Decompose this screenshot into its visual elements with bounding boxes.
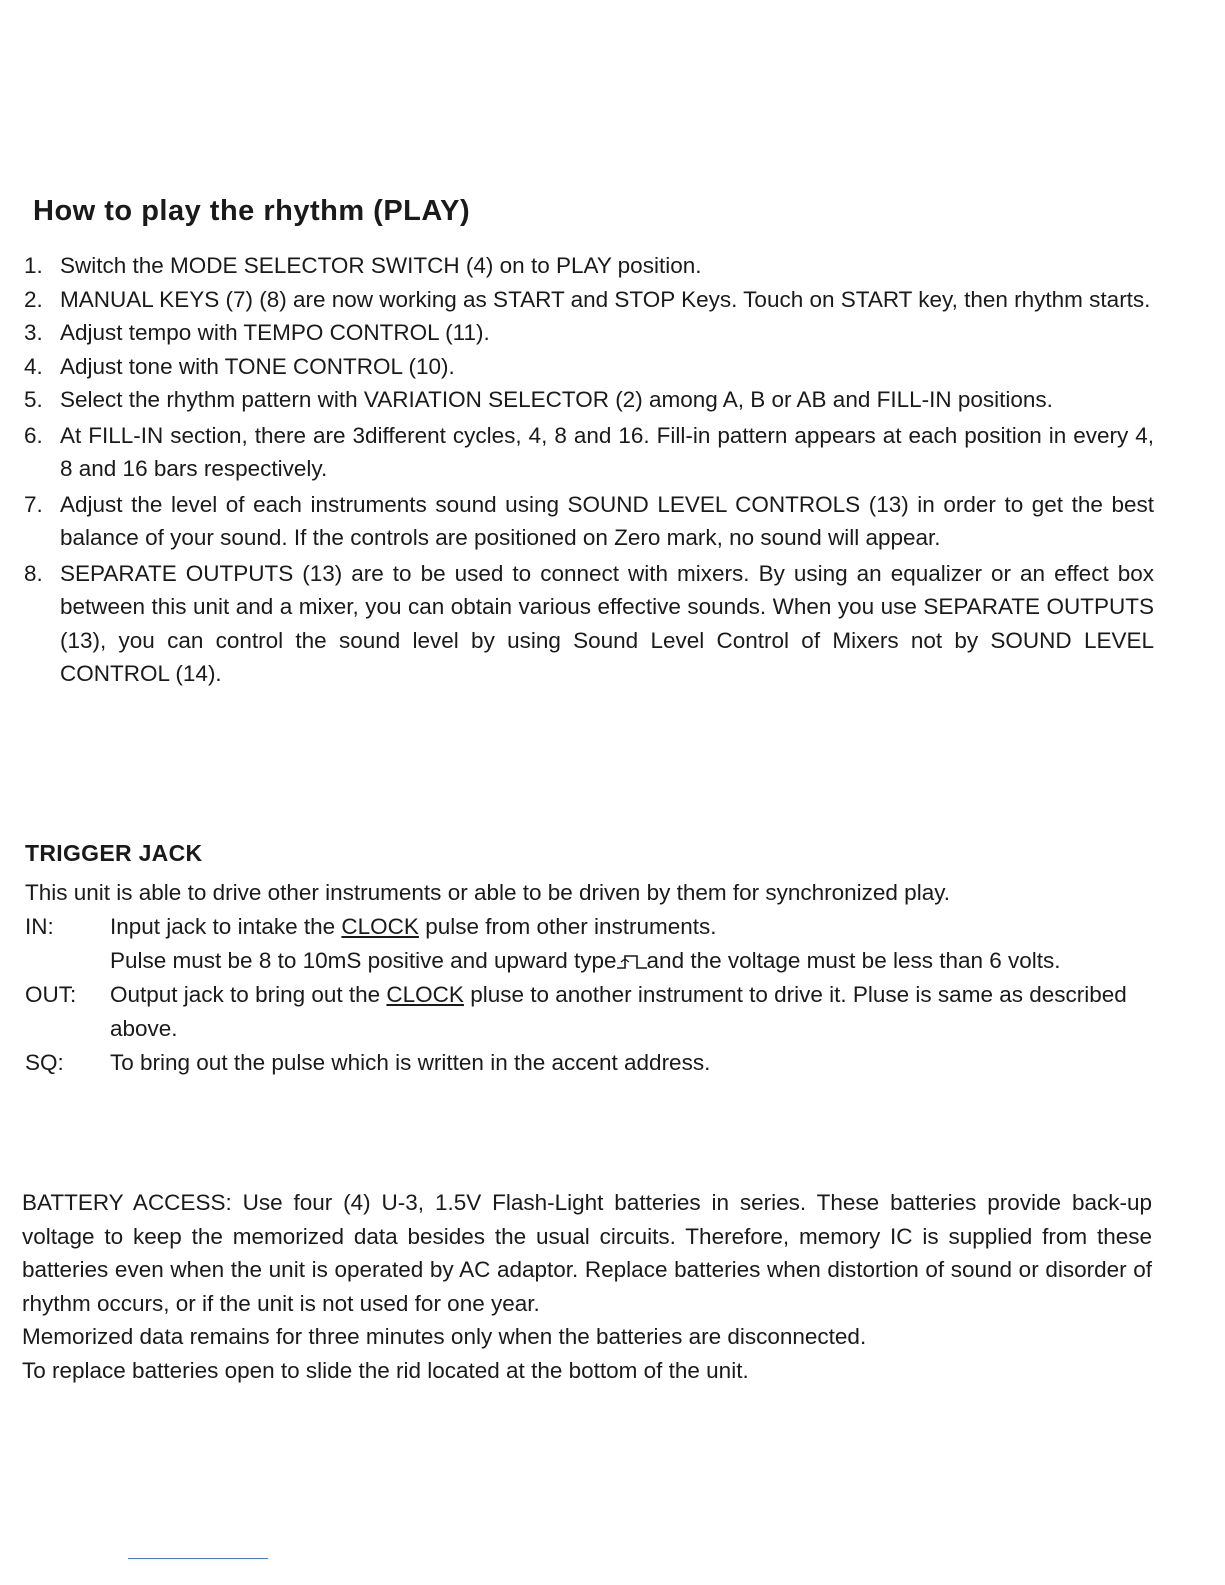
trigger-in-line-1 bbox=[110, 910, 1150, 944]
step-number: 3. bbox=[24, 320, 43, 345]
text-run: pulse from other instruments. bbox=[418, 914, 717, 939]
list-item bbox=[24, 557, 1154, 691]
battery-paragraph: To replace batteries open to slide the rid located at the bottom of the unit. bbox=[22, 1357, 749, 1383]
text-run: pluse to another instrument to drive it. Pluse is same as described above. bbox=[110, 982, 1127, 1041]
list-item bbox=[24, 316, 1154, 350]
trigger-out-description bbox=[110, 978, 1150, 1046]
text-run: Pulse must be 8 to 10mS positive and upward type bbox=[110, 948, 617, 973]
trigger-in-label: IN: bbox=[25, 914, 54, 939]
text-run: Input jack to intake the bbox=[110, 914, 342, 939]
step-number: 5. bbox=[24, 387, 43, 412]
list-item bbox=[24, 283, 1154, 317]
step-number: 8. bbox=[24, 560, 43, 586]
section-title: How to play the rhythm (PLAY) bbox=[33, 195, 471, 227]
step-text: Switch the MODE SELECTOR SWITCH (4) on to PLAY position. bbox=[60, 253, 702, 278]
trigger-sq-label: SQ: bbox=[25, 1050, 64, 1075]
step-text: MANUAL KEYS (7) (8) are now working as START and STOP Keys. Touch on START key, then rhythm starts. bbox=[60, 286, 1151, 312]
step-number: 7. bbox=[24, 491, 43, 517]
list-item bbox=[24, 419, 1154, 486]
text-run: Output jack to bring out the bbox=[110, 982, 387, 1007]
trigger-jack-intro: This unit is able to drive other instruments or able to be driven by them for synchronized play. bbox=[25, 880, 951, 905]
pulse-waveform-icon bbox=[617, 955, 647, 969]
step-number: 2. bbox=[24, 286, 43, 312]
step-text: Select the rhythm pattern with VARIATION SELECTOR (2) among A, B or AB and FILL-IN positions. bbox=[60, 387, 1053, 412]
step-text: At FILL-IN section, there are 3different cycles, 4, 8 and 16. Fill-in pattern appears at each position in every 4, 8 and 16 bars respectively. bbox=[60, 422, 1154, 481]
list-item bbox=[24, 488, 1154, 555]
battery-access-section bbox=[22, 1186, 1152, 1387]
play-steps-list bbox=[24, 249, 1154, 691]
footnote-divider bbox=[128, 1558, 268, 1559]
step-text: SEPARATE OUTPUTS (13) are to be used to connect with mixers. By using an equalizer or an effect box between this unit and a mixer, you can obtain various effective sounds. When you use SEPARATE OUTPUTS (13), you can control the sound level by using Sound Level Control of Mixers not by SOUND LEVEL CONTROL (14). bbox=[60, 560, 1154, 686]
trigger-sq-description: To bring out the pulse which is written in the accent address. bbox=[110, 1050, 711, 1075]
trigger-out-row bbox=[25, 978, 1150, 1046]
step-number: 1. bbox=[24, 253, 43, 278]
list-item bbox=[24, 383, 1154, 417]
trigger-in-row bbox=[25, 910, 1150, 978]
step-text: Adjust tone with TONE CONTROL (10). bbox=[60, 353, 455, 379]
battery-paragraph: Memorized data remains for three minutes only when the batteries are disconnected. bbox=[22, 1324, 867, 1349]
trigger-jack-heading: TRIGGER JACK bbox=[25, 840, 203, 866]
step-text: Adjust the level of each instruments sound using SOUND LEVEL CONTROLS (13) in order to get the best balance of your sound. If the controls are positioned on Zero mark, no sound will appear. bbox=[60, 491, 1154, 550]
list-item bbox=[24, 249, 1154, 283]
trigger-sq-row bbox=[25, 1046, 1150, 1080]
trigger-out-label: OUT: bbox=[25, 982, 77, 1007]
step-number: 6. bbox=[24, 422, 43, 448]
trigger-in-line-2 bbox=[110, 944, 1150, 978]
step-number: 4. bbox=[24, 353, 43, 379]
trigger-jack-list bbox=[25, 910, 1150, 1080]
battery-paragraph: BATTERY ACCESS: Use four (4) U-3, 1.5V Flash-Light batteries in series. These batteries provide back-up voltage to keep the memorized data besides the usual circuits. Therefore, memory IC is supplied from these batteries even when the unit is operated by AC adaptor. Replace batteries when distortion of sound or disorder of rhythm occurs, or if the unit is not used for one year. bbox=[22, 1190, 1152, 1316]
text-run: and the voltage must be less than 6 volts. bbox=[646, 948, 1061, 973]
trigger-in-description bbox=[110, 910, 1150, 978]
list-item bbox=[24, 350, 1154, 384]
step-text: Adjust tempo with TEMPO CONTROL (11). bbox=[60, 320, 490, 345]
clock-term: CLOCK bbox=[341, 914, 419, 939]
clock-term: CLOCK bbox=[386, 982, 464, 1007]
